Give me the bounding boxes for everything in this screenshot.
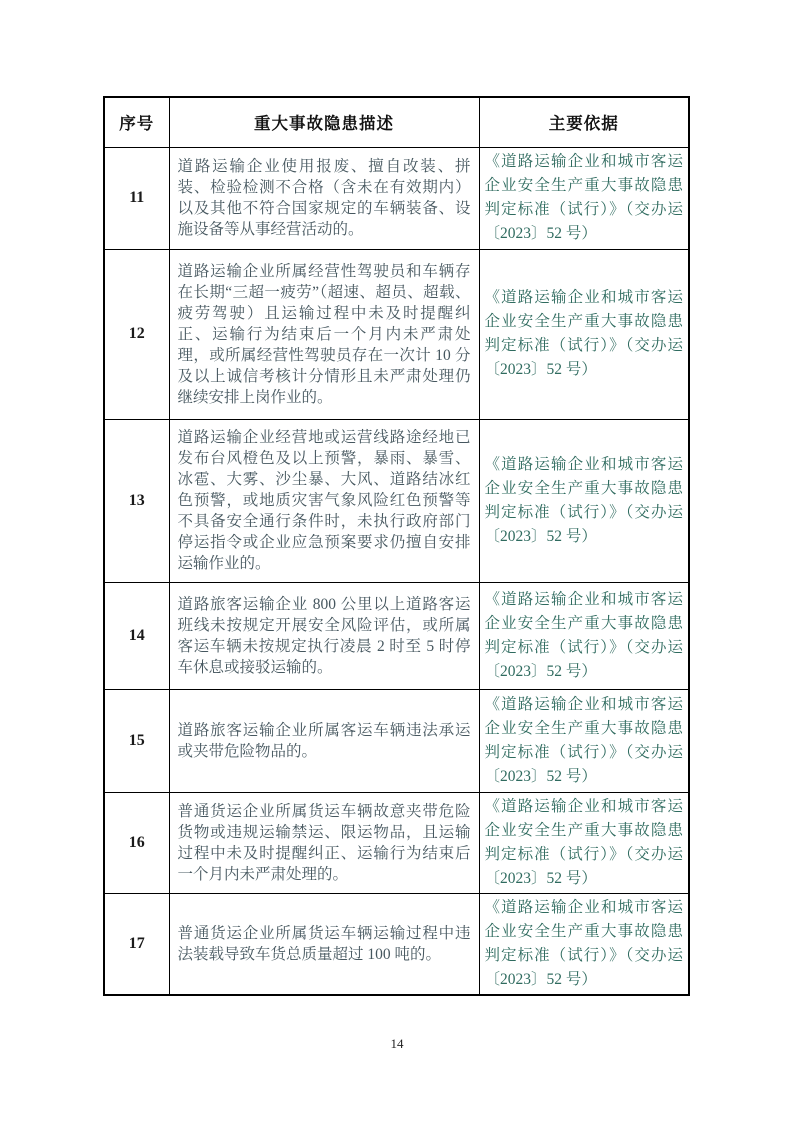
legal-basis: 《道路运输企业和城市客运企业安全生产重大事故隐患判定标准（试行）》（交办运〔2023〕52 号） <box>479 249 689 419</box>
legal-basis: 《道路运输企业和城市客运企业安全生产重大事故隐患判定标准（试行）》（交办运〔2023〕52 号） <box>479 792 689 893</box>
row-number: 13 <box>104 419 169 582</box>
legal-basis: 《道路运输企业和城市客运企业安全生产重大事故隐患判定标准（试行）》（交办运〔2023〕52 号） <box>479 419 689 582</box>
hazard-table <box>103 96 690 996</box>
row-number: 11 <box>104 147 169 249</box>
legal-basis: 《道路运输企业和城市客运企业安全生产重大事故隐患判定标准（试行）》（交办运〔2023〕52 号） <box>479 893 689 995</box>
hazard-description: 普通货运企业所属货运车辆运输过程中违法装载导致车货总质量超过 100 吨的。 <box>169 893 479 995</box>
hazard-description: 道路运输企业使用报废、擅自改装、拼装、检验检测不合格（含未在有效期内）以及其他不符合国家规定的车辆装备、设施设备等从事经营活动的。 <box>169 147 479 249</box>
table-row <box>104 249 689 419</box>
row-number: 16 <box>104 792 169 893</box>
table-header-row <box>104 97 689 147</box>
legal-basis: 《道路运输企业和城市客运企业安全生产重大事故隐患判定标准（试行）》（交办运〔2023〕52 号） <box>479 582 689 689</box>
hazard-description: 普通货运企业所属货运车辆故意夹带危险货物或违规运输禁运、限运物品，且运输过程中未及时提醒纠正、运输行为结束后一个月内未严肃处理的。 <box>169 792 479 893</box>
hazard-description: 道路运输企业所属经营性驾驶员和车辆存在长期“三超一疲劳”（超速、超员、超载、疲劳驾驶）且运输过程中未及时提醒纠正、运输行为结束后一个月内未严肃处理，或所属经营性驾驶员存在一次计 10 分及以上诚信考核计分情形且未严肃处理仍继续安排上岗作业的。 <box>169 249 479 419</box>
page-number: 14 <box>390 1036 404 1051</box>
row-number: 17 <box>104 893 169 995</box>
column-header-description: 重大事故隐患描述 <box>169 97 479 147</box>
legal-basis: 《道路运输企业和城市客运企业安全生产重大事故隐患判定标准（试行）》（交办运〔2023〕52 号） <box>479 689 689 792</box>
row-number: 15 <box>104 689 169 792</box>
table-row <box>104 147 689 249</box>
table-row <box>104 792 689 893</box>
table-row <box>104 419 689 582</box>
hazard-description: 道路旅客运输企业所属客运车辆违法承运或夹带危险物品的。 <box>169 689 479 792</box>
legal-basis: 《道路运输企业和城市客运企业安全生产重大事故隐患判定标准（试行）》（交办运〔2023〕52 号） <box>479 147 689 249</box>
table-row <box>104 893 689 995</box>
hazard-description: 道路运输企业经营地或运营线路途经地已发布台风橙色及以上预警，暴雨、暴雪、冰雹、大雾、沙尘暴、大风、道路结冰红色预警，或地质灾害气象风险红色预警等不具备安全通行条件时，未执行政府部门停运指令或企业应急预案要求仍擅自安排运输作业的。 <box>169 419 479 582</box>
column-header-basis: 主要依据 <box>479 97 689 147</box>
table-row <box>104 582 689 689</box>
row-number: 14 <box>104 582 169 689</box>
row-number: 12 <box>104 249 169 419</box>
hazard-description: 道路旅客运输企业 800 公里以上道路客运班线未按规定开展安全风险评估，或所属客运车辆未按规定执行凌晨 2 时至 5 时停车休息或接驳运输的。 <box>169 582 479 689</box>
table-row <box>104 689 689 792</box>
column-header-seq: 序号 <box>104 97 169 147</box>
